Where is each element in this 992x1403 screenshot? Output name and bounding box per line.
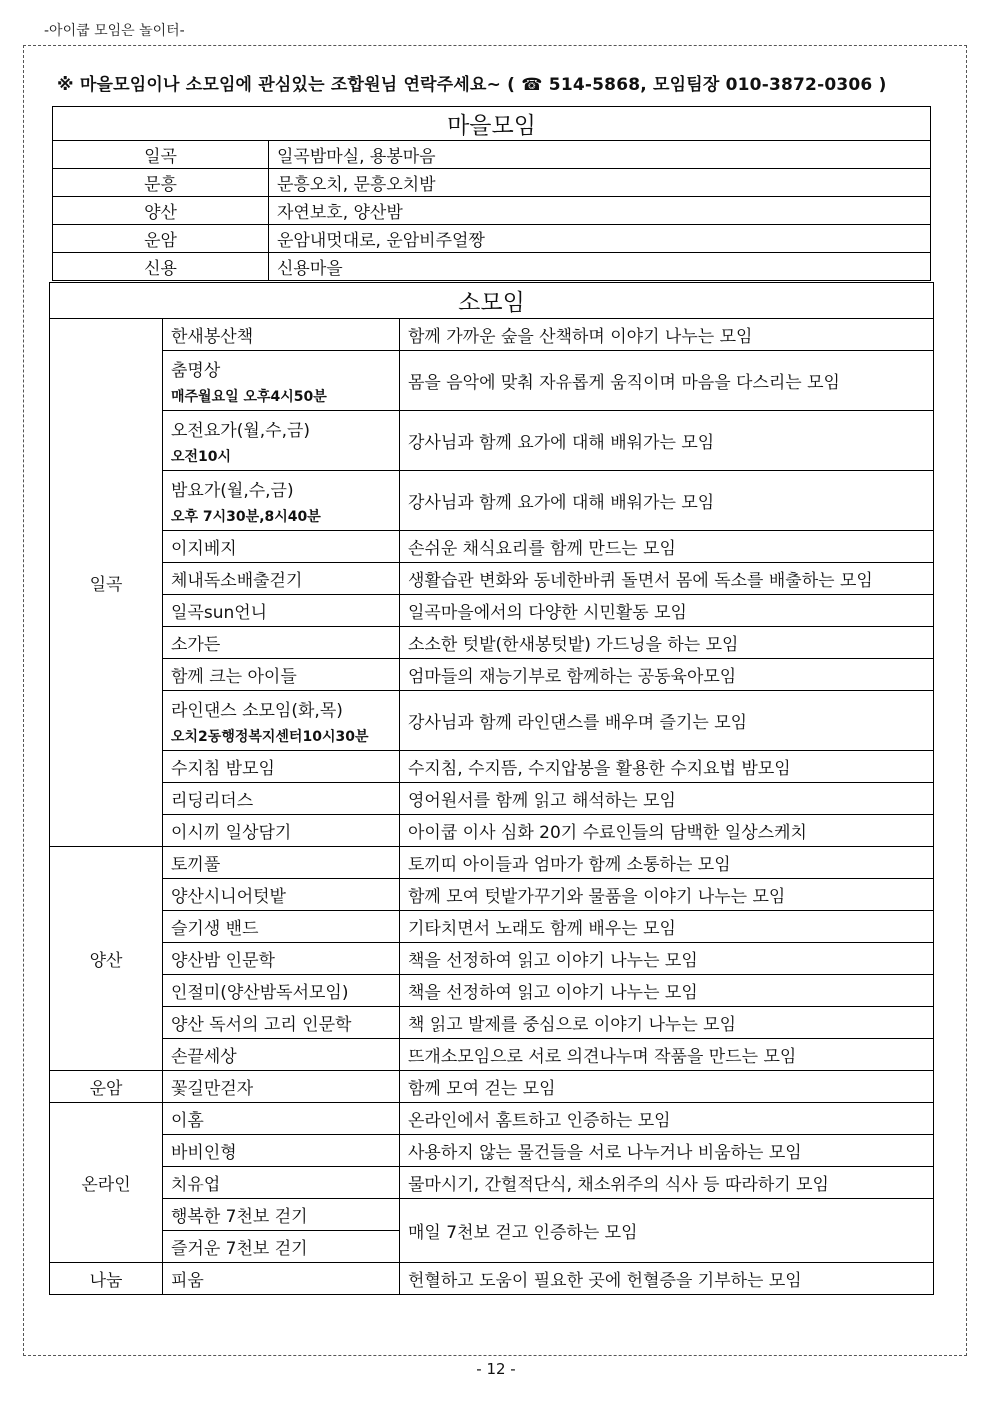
group-name: 피움 — [163, 1263, 400, 1295]
area-cell: 나눔 — [50, 1263, 163, 1295]
table-row — [53, 253, 931, 281]
group-desc: 수지침, 수지뜸, 수지압봉을 활용한 수지요법 밤모임 — [400, 751, 934, 783]
region-cell: 일곡 — [53, 141, 269, 169]
page-header: -아이쿱 모임은 놀이터- — [44, 23, 185, 39]
table-row — [53, 197, 931, 225]
group-schedule: 오후 7시30분,8시40분 — [171, 508, 321, 525]
table-row — [50, 815, 934, 847]
table-row — [53, 169, 931, 197]
group-name: 라인댄스 소모임(화,목) — [171, 700, 343, 721]
group-name: 행복한 7천보 걷기 — [163, 1199, 400, 1231]
table-row — [53, 141, 931, 169]
group-desc: 책 읽고 발제를 중심으로 이야기 나누는 모임 — [400, 1007, 934, 1039]
group-name: 이홈 — [163, 1103, 400, 1135]
group-name: 소가든 — [163, 627, 400, 659]
group-schedule: 매주월요일 오후4시50분 — [171, 388, 327, 405]
group-name: 양산밤 인문학 — [163, 943, 400, 975]
group-schedule: 오치2동행정복지센터10시30분 — [171, 728, 369, 745]
group-desc: 책을 선정하여 읽고 이야기 나누는 모임 — [400, 975, 934, 1007]
groups-cell: 운암내멋대로, 운암비주얼짱 — [269, 225, 931, 253]
page-number: - 12 - — [476, 1360, 516, 1378]
group-desc: 엄마들의 재능기부로 함께하는 공동육아모임 — [400, 659, 934, 691]
group-desc: 사용하지 않는 물건들을 서로 나누거나 비움하는 모임 — [400, 1135, 934, 1167]
table-row — [50, 531, 934, 563]
group-desc: 함께 가까운 숲을 산책하며 이야기 나누는 모임 — [400, 319, 934, 351]
group-name-cell — [163, 691, 400, 751]
group-name: 즐거운 7천보 걷기 — [163, 1231, 400, 1263]
group-desc: 책을 선정하여 읽고 이야기 나누는 모임 — [400, 943, 934, 975]
group-desc: 기타치면서 노래도 함께 배우는 모임 — [400, 911, 934, 943]
group-name: 치유업 — [163, 1167, 400, 1199]
area-cell: 일곡 — [50, 319, 163, 847]
group-name: 토끼풀 — [163, 847, 400, 879]
group-name-cell — [163, 471, 400, 531]
group-name: 수지침 밤모임 — [163, 751, 400, 783]
group-schedule: 오전10시 — [171, 448, 232, 465]
group-name: 꽃길만걷자 — [163, 1071, 400, 1103]
area-cell: 운암 — [50, 1071, 163, 1103]
region-cell: 양산 — [53, 197, 269, 225]
group-name: 밤요가(월,수,금) — [171, 480, 294, 501]
table-row — [50, 595, 934, 627]
group-name: 양산 독서의 고리 인문학 — [163, 1007, 400, 1039]
group-desc: 함께 모여 텃밭가꾸기와 물품을 이야기 나누는 모임 — [400, 879, 934, 911]
groups-cell: 신용마을 — [269, 253, 931, 281]
small-group-table — [49, 282, 934, 1295]
phone-icon: ☎ — [521, 75, 543, 95]
region-cell: 운암 — [53, 225, 269, 253]
group-name-cell — [163, 351, 400, 411]
group-desc: 함께 모여 걷는 모임 — [400, 1071, 934, 1103]
group-desc: 아이쿱 이사 심화 20기 수료인들의 담백한 일상스케치 — [400, 815, 934, 847]
table-row — [50, 1263, 934, 1295]
table-row — [50, 847, 934, 879]
group-desc: 강사님과 함께 라인댄스를 배우며 즐기는 모임 — [400, 691, 934, 751]
village-meeting-table — [52, 106, 931, 281]
group-desc: 영어원서를 함께 읽고 해석하는 모임 — [400, 783, 934, 815]
region-cell: 신용 — [53, 253, 269, 281]
group-name: 한새봉산책 — [163, 319, 400, 351]
group-name: 이지베지 — [163, 531, 400, 563]
table-row — [50, 1071, 934, 1103]
table-row — [50, 659, 934, 691]
table-row — [50, 471, 934, 531]
group-name: 인절미(양산밤독서모임) — [163, 975, 400, 1007]
group-name: 리딩리더스 — [163, 783, 400, 815]
group-name: 오전요가(월,수,금) — [171, 420, 311, 441]
groups-cell: 일곡밤마실, 용봉마음 — [269, 141, 931, 169]
notice-contact: 514-5868, 모임팀장 010-3872-0306 ) — [542, 75, 887, 95]
table-row — [50, 943, 934, 975]
table-row — [50, 319, 934, 351]
group-name: 춤명상 — [171, 360, 221, 381]
table-row — [50, 563, 934, 595]
group-name: 함께 크는 아이들 — [163, 659, 400, 691]
group-desc: 몸을 음악에 맞춰 자유롭게 움직이며 마음을 다스리는 모임 — [400, 351, 934, 411]
group-desc: 뜨개소모임으로 서로 의견나누며 작품을 만드는 모임 — [400, 1039, 934, 1071]
table-row — [50, 783, 934, 815]
table-row — [53, 225, 931, 253]
table-row — [50, 879, 934, 911]
table-row — [50, 1039, 934, 1071]
group-desc: 강사님과 함께 요가에 대해 배워가는 모임 — [400, 411, 934, 471]
group-desc: 손쉬운 채식요리를 함께 만드는 모임 — [400, 531, 934, 563]
table-row — [50, 351, 934, 411]
group-desc: 소소한 텃밭(한새봉텃밭) 가드닝을 하는 모임 — [400, 627, 934, 659]
notice-prefix: ※ 마을모임이나 소모임에 관심있는 조합원님 연락주세요~ ( — [57, 75, 522, 95]
group-desc: 강사님과 함께 요가에 대해 배워가는 모임 — [400, 471, 934, 531]
table-row — [50, 1007, 934, 1039]
group-name: 체내독소배출걷기 — [163, 563, 400, 595]
table-row — [50, 1199, 934, 1231]
group-name: 이시끼 일상담기 — [163, 815, 400, 847]
groups-cell: 문흥오치, 문흥오치밤 — [269, 169, 931, 197]
group-name: 양산시니어텃밭 — [163, 879, 400, 911]
area-cell: 양산 — [50, 847, 163, 1071]
table-row — [50, 1135, 934, 1167]
group-name: 슬기생 밴드 — [163, 911, 400, 943]
groups-cell: 자연보호, 양산밤 — [269, 197, 931, 225]
small-table-title: 소모임 — [50, 283, 934, 319]
group-name: 일곡sun언니 — [163, 595, 400, 627]
area-cell: 온라인 — [50, 1103, 163, 1263]
table-row — [50, 1103, 934, 1135]
contact-notice — [57, 70, 937, 95]
table-row — [50, 1167, 934, 1199]
group-name: 바비인형 — [163, 1135, 400, 1167]
group-desc: 토끼띠 아이들과 엄마가 함께 소통하는 모임 — [400, 847, 934, 879]
region-cell: 문흥 — [53, 169, 269, 197]
group-name: 손끝세상 — [163, 1039, 400, 1071]
group-desc: 물마시기, 간헐적단식, 채소위주의 식사 등 따라하기 모임 — [400, 1167, 934, 1199]
village-table-title: 마을모임 — [53, 107, 931, 141]
table-row — [50, 751, 934, 783]
table-row — [50, 411, 934, 471]
group-desc: 온라인에서 홈트하고 인증하는 모임 — [400, 1103, 934, 1135]
table-row — [50, 691, 934, 751]
group-desc: 매일 7천보 걷고 인증하는 모임 — [400, 1199, 934, 1263]
group-desc: 일곡마을에서의 다양한 시민활동 모임 — [400, 595, 934, 627]
table-row — [50, 911, 934, 943]
group-desc: 헌혈하고 도움이 필요한 곳에 헌혈증을 기부하는 모임 — [400, 1263, 934, 1295]
group-name-cell — [163, 411, 400, 471]
table-row — [50, 627, 934, 659]
group-desc: 생활습관 변화와 동네한바퀴 돌면서 몸에 독소를 배출하는 모임 — [400, 563, 934, 595]
table-row — [50, 975, 934, 1007]
